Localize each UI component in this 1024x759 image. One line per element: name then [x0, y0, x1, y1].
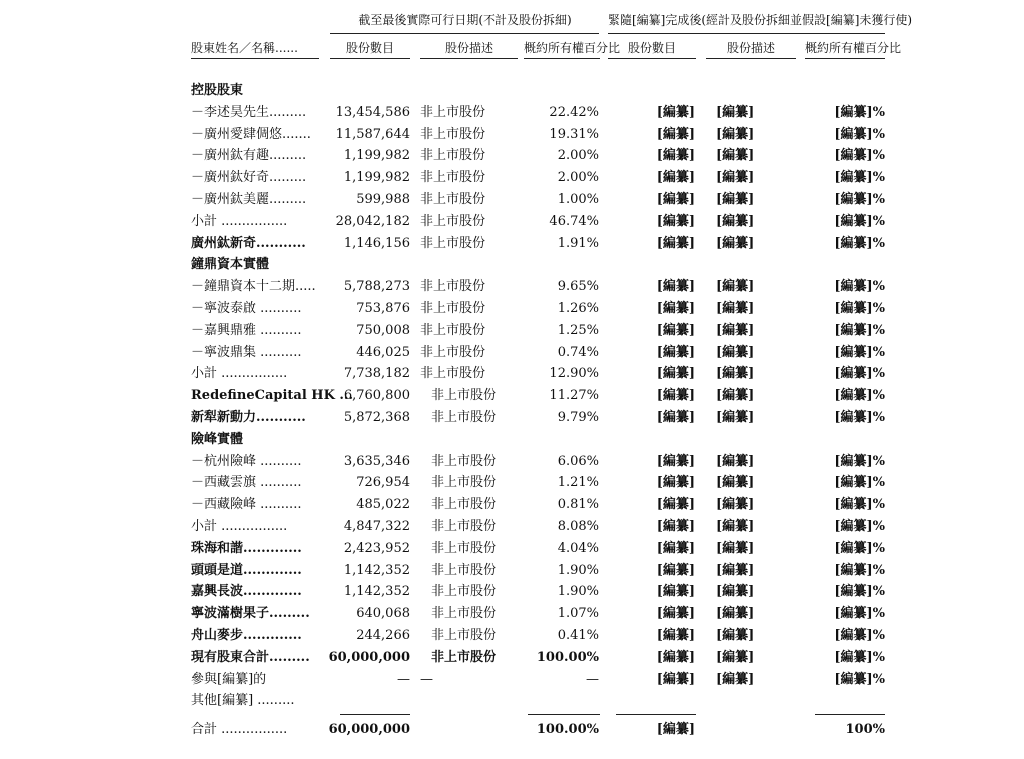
shareholder-name: －鐘鼎資本十二期.....: [191, 279, 316, 295]
post-ownership-percentage: [編纂]%: [834, 104, 885, 120]
post-ownership-percentage: [編纂]%: [834, 628, 885, 643]
table-row: [0, 124, 1024, 146]
shareholder-name: －廣州鈦好奇.........: [191, 170, 307, 186]
ownership-percentage: 9.65%: [557, 279, 599, 295]
share-description: 非上市股份: [420, 104, 486, 120]
shareholder-name: RedefineCapital HK ...: [191, 388, 353, 404]
total-rule-post-shares: [616, 714, 696, 715]
shareholder-name: －廣州鈦有趣.........: [191, 148, 307, 164]
group-header-current: 截至最後實際可行日期(不計及股份拆細): [358, 13, 572, 27]
ownership-percentage: 6.06%: [557, 453, 599, 469]
post-ownership-percentage: [編纂]%: [834, 366, 885, 382]
ownership-percentage: 0.81%: [557, 497, 599, 513]
ownership-percentage: 4.04%: [557, 540, 599, 556]
post-share-count: [編纂]: [656, 301, 695, 316]
ownership-percentage: 8.08%: [557, 519, 599, 534]
column-header-post-pct: 概約所有權百分比: [805, 41, 902, 55]
shareholder-name: 嘉興長波.............: [191, 584, 302, 600]
table-row: [0, 603, 1024, 625]
post-share-count: [編纂]: [656, 497, 695, 513]
table-row: [0, 385, 1024, 407]
post-ownership-percentage: [編纂]%: [834, 562, 885, 578]
header-rule-pct: [524, 58, 600, 59]
share-count: 1,199,982: [343, 148, 410, 164]
post-ownership-percentage: [編纂]%: [834, 497, 885, 513]
ownership-percentage: 0.41%: [557, 628, 599, 643]
total-post-shares: [編纂]: [656, 722, 695, 737]
shareholder-name: 其他[編纂] .........: [191, 693, 295, 709]
share-count: 750,008: [356, 322, 410, 338]
table-row: [0, 494, 1024, 516]
post-ownership-percentage: [編纂]%: [834, 540, 885, 556]
table-row: [0, 451, 1024, 473]
share-count: —: [397, 671, 410, 687]
ownership-percentage: 22.42%: [549, 104, 599, 120]
table-row: [0, 647, 1024, 669]
post-share-description: [編纂]: [716, 606, 755, 622]
table-row: [0, 102, 1024, 124]
table-row: [0, 581, 1024, 603]
share-description: 非上市股份: [420, 235, 486, 251]
post-share-description: [編纂]: [716, 322, 755, 338]
post-share-description: [編纂]: [716, 519, 755, 534]
table-row: [0, 189, 1024, 211]
table-row: [0, 233, 1024, 255]
post-share-count: [編纂]: [656, 671, 695, 687]
ownership-percentage: 2.00%: [557, 170, 599, 186]
post-ownership-percentage: [編纂]%: [834, 322, 885, 338]
post-share-count: [編纂]: [656, 148, 695, 164]
share-description: 非上市股份: [420, 344, 486, 360]
share-count: 13,454,586: [335, 104, 410, 120]
post-share-count: [編纂]: [656, 388, 695, 404]
post-share-description: [編纂]: [716, 126, 755, 142]
table-row: [0, 211, 1024, 233]
post-ownership-percentage: [編纂]%: [834, 519, 885, 534]
share-description: 非上市股份: [431, 475, 497, 491]
share-count: 485,022: [356, 497, 410, 513]
post-share-description: [編纂]: [716, 497, 755, 513]
post-share-description: [編纂]: [716, 148, 755, 164]
table-row: [0, 363, 1024, 385]
shareholder-name: －寧波泰啟 ..........: [191, 301, 302, 316]
table-row: [0, 320, 1024, 342]
column-header-shares: 股份數目: [345, 41, 394, 55]
total-row: [0, 719, 1024, 741]
table-row: [0, 167, 1024, 189]
shareholder-name: 鐘鼎資本實體: [191, 257, 270, 273]
post-share-description: [編纂]: [716, 366, 755, 382]
post-share-description: [編纂]: [716, 453, 755, 469]
shareholder-name: 舟山麥步.............: [191, 628, 302, 643]
shareholder-name: －廣州鈦美麗.........: [191, 192, 307, 207]
table-row: [0, 80, 1024, 102]
table-row: [0, 516, 1024, 538]
ownership-percentage: 1.00%: [557, 192, 599, 207]
shareholder-name: 小計 ................: [191, 213, 288, 229]
shareholder-name: 新犁新動力...........: [191, 410, 306, 425]
share-count: 446,025: [356, 344, 410, 360]
column-header-post-desc: 股份描述: [726, 41, 775, 55]
table-row: [0, 560, 1024, 582]
header-rule-post-desc: [706, 58, 796, 59]
ownership-percentage: 2.00%: [557, 148, 599, 164]
post-share-count: [編纂]: [656, 519, 695, 534]
shareholder-name: －杭州險峰 ..........: [191, 453, 302, 469]
table-row: [0, 145, 1024, 167]
ownership-percentage: 11.27%: [549, 388, 599, 404]
post-share-count: [編纂]: [656, 126, 695, 142]
shareholder-name: －嘉興鼎雅 ..........: [191, 322, 302, 338]
post-share-description: [編纂]: [716, 562, 755, 578]
post-share-description: [編纂]: [716, 410, 755, 425]
share-count: 2,423,952: [343, 540, 410, 556]
share-description: 非上市股份: [431, 540, 497, 556]
share-description: 非上市股份: [420, 148, 486, 164]
group-header-current-rule: [330, 33, 599, 34]
shareholder-name: －西藏雲旗 ..........: [191, 475, 302, 491]
header-rule-post-shares: [608, 58, 696, 59]
post-ownership-percentage: [編纂]%: [834, 192, 885, 207]
share-description: 非上市股份: [431, 519, 497, 534]
share-description: 非上市股份: [420, 126, 486, 142]
total-label: 合計 ................: [191, 722, 288, 737]
table-row: [0, 429, 1024, 451]
column-header-name: 股東姓名／名稱......: [191, 41, 298, 55]
shareholder-name: －李述昊先生.........: [191, 104, 307, 120]
share-description: 非上市股份: [431, 562, 497, 578]
ownership-percentage: 19.31%: [549, 126, 599, 142]
post-ownership-percentage: [編纂]%: [834, 649, 885, 665]
share-count: 753,876: [356, 301, 410, 316]
post-share-count: [編纂]: [656, 192, 695, 207]
share-count: 3,635,346: [343, 453, 410, 469]
post-ownership-percentage: [編纂]%: [834, 213, 885, 229]
post-share-count: [編纂]: [656, 279, 695, 295]
column-header-post-shares: 股份數目: [627, 41, 676, 55]
header-rule-post-pct: [805, 58, 885, 59]
post-ownership-percentage: [編纂]%: [834, 453, 885, 469]
total-rule-pct: [528, 714, 600, 715]
shareholder-name: 控股股東: [191, 83, 244, 98]
post-share-count: [編纂]: [656, 410, 695, 425]
share-count: 599,988: [356, 192, 410, 207]
share-count: 6,760,800: [343, 388, 410, 404]
share-count: 60,000,000: [328, 649, 410, 665]
post-share-description: [編纂]: [716, 671, 755, 687]
share-description: 非上市股份: [420, 213, 486, 229]
ownership-percentage: 0.74%: [557, 344, 599, 360]
group-header-post: 緊隨[編纂]完成後(經計及股份拆細並假設[編纂]未獲行使): [608, 13, 913, 27]
table-row: [0, 669, 1024, 691]
shareholder-name: 珠海和諧.............: [191, 540, 302, 556]
table-row: [0, 407, 1024, 429]
shareholder-name: 參與[編纂]的: [191, 671, 267, 687]
table-row: [0, 538, 1024, 560]
share-count: 1,199,982: [343, 170, 410, 186]
post-ownership-percentage: [編纂]%: [834, 148, 885, 164]
post-share-description: [編纂]: [716, 344, 755, 360]
share-count: 640,068: [356, 606, 410, 622]
post-share-description: [編纂]: [716, 170, 755, 186]
total-post-pct: 100%: [845, 722, 885, 737]
post-ownership-percentage: [編纂]%: [834, 344, 885, 360]
ownership-percentage: 12.90%: [549, 366, 599, 382]
share-count: 1,142,352: [343, 584, 410, 600]
shareholder-name: －西藏險峰 ..........: [191, 497, 302, 513]
share-description: 非上市股份: [420, 192, 486, 207]
share-description: 非上市股份: [431, 410, 497, 425]
post-share-description: [編纂]: [716, 279, 755, 295]
shareholder-name: 現有股東合計.........: [191, 649, 310, 665]
shareholder-name: 寧波滿樹果子.........: [191, 606, 310, 622]
ownership-percentage: 100.00%: [536, 649, 599, 665]
share-description: 非上市股份: [431, 453, 497, 469]
post-share-count: [編纂]: [656, 606, 695, 622]
share-count: 7,738,182: [343, 366, 410, 382]
post-ownership-percentage: [編纂]%: [834, 584, 885, 600]
share-count: 5,872,368: [343, 410, 410, 425]
post-ownership-percentage: [編纂]%: [834, 170, 885, 186]
post-ownership-percentage: [編纂]%: [834, 279, 885, 295]
share-description: —: [420, 671, 433, 687]
share-description: 非上市股份: [420, 366, 486, 382]
table-row: [0, 254, 1024, 276]
post-share-description: [編纂]: [716, 235, 755, 251]
post-share-count: [編纂]: [656, 562, 695, 578]
share-count: 244,266: [356, 628, 410, 643]
post-share-description: [編纂]: [716, 213, 755, 229]
post-share-count: [編纂]: [656, 322, 695, 338]
share-description: 非上市股份: [420, 301, 486, 316]
shareholder-name: 頭頭是道.............: [191, 562, 302, 578]
table-row: [0, 472, 1024, 494]
post-share-description: [編纂]: [716, 388, 755, 404]
share-description: 非上市股份: [431, 497, 497, 513]
share-description: 非上市股份: [420, 279, 486, 295]
column-header-desc: 股份描述: [444, 41, 493, 55]
post-share-count: [編纂]: [656, 584, 695, 600]
table-row: [0, 342, 1024, 364]
ownership-percentage: 1.21%: [557, 475, 599, 491]
share-description: 非上市股份: [431, 649, 497, 665]
post-ownership-percentage: [編纂]%: [834, 126, 885, 142]
ownership-percentage: 1.26%: [557, 301, 599, 316]
share-description: 非上市股份: [431, 606, 497, 622]
ownership-percentage: 1.25%: [557, 322, 599, 338]
post-share-count: [編纂]: [656, 649, 695, 665]
shareholder-name: －廣州愛肆倜悠.......: [191, 126, 311, 142]
post-share-description: [編纂]: [716, 475, 755, 491]
share-count: 4,847,322: [343, 519, 410, 534]
share-count: 1,142,352: [343, 562, 410, 578]
post-share-count: [編纂]: [656, 475, 695, 491]
ownership-percentage: 1.91%: [557, 235, 599, 251]
post-ownership-percentage: [編纂]%: [834, 606, 885, 622]
share-count: 5,788,273: [343, 279, 410, 295]
share-description: 非上市股份: [420, 170, 486, 186]
shareholder-name: －寧波鼎集 ..........: [191, 344, 302, 360]
post-share-description: [編纂]: [716, 301, 755, 316]
post-share-count: [編纂]: [656, 344, 695, 360]
post-ownership-percentage: [編纂]%: [834, 475, 885, 491]
post-share-count: [編纂]: [656, 235, 695, 251]
share-count: 11,587,644: [335, 126, 410, 142]
shareholder-name: 小計 ................: [191, 519, 288, 534]
post-share-description: [編纂]: [716, 628, 755, 643]
post-share-description: [編纂]: [716, 649, 755, 665]
post-share-description: [編纂]: [716, 104, 755, 120]
table-row: [0, 276, 1024, 298]
post-ownership-percentage: [編纂]%: [834, 235, 885, 251]
share-description: 非上市股份: [431, 628, 497, 643]
share-count: 28,042,182: [335, 213, 410, 229]
header-rule-shares: [330, 58, 410, 59]
share-description: 非上市股份: [431, 388, 497, 404]
post-share-count: [編纂]: [656, 366, 695, 382]
total-rule-post-pct: [815, 714, 885, 715]
shareholder-name: 廣州鈦新奇...........: [191, 235, 306, 251]
share-description: 非上市股份: [431, 584, 497, 600]
ownership-percentage: 46.74%: [549, 213, 599, 229]
ownership-percentage: 1.07%: [557, 606, 599, 622]
post-ownership-percentage: [編纂]%: [834, 410, 885, 425]
post-ownership-percentage: [編纂]%: [834, 301, 885, 316]
total-shares: 60,000,000: [328, 722, 410, 737]
share-count: 1,146,156: [343, 235, 410, 251]
group-header-post-rule: [608, 33, 885, 34]
header-rule-name: [191, 58, 319, 59]
shareholder-name: 小計 ................: [191, 366, 288, 382]
post-share-description: [編纂]: [716, 540, 755, 556]
post-share-count: [編纂]: [656, 213, 695, 229]
table-row: [0, 298, 1024, 320]
post-share-description: [編纂]: [716, 192, 755, 207]
post-share-count: [編纂]: [656, 540, 695, 556]
table-row: [0, 625, 1024, 647]
share-description: 非上市股份: [420, 322, 486, 338]
post-share-count: [編纂]: [656, 104, 695, 120]
post-share-count: [編纂]: [656, 628, 695, 643]
post-ownership-percentage: [編纂]%: [834, 388, 885, 404]
column-header-pct: 概約所有權百分比: [524, 41, 621, 55]
table-row: [0, 690, 1024, 712]
ownership-percentage: 9.79%: [557, 410, 599, 425]
ownership-percentage: —: [586, 671, 599, 687]
total-rule-shares: [340, 714, 410, 715]
shareholder-name: 險峰實體: [191, 431, 244, 447]
post-share-count: [編纂]: [656, 453, 695, 469]
share-count: 726,954: [356, 475, 410, 491]
post-ownership-percentage: [編纂]%: [834, 671, 885, 687]
ownership-percentage: 1.90%: [557, 584, 599, 600]
post-share-description: [編纂]: [716, 584, 755, 600]
header-rule-desc: [420, 58, 518, 59]
ownership-percentage: 1.90%: [557, 562, 599, 578]
total-pct: 100.00%: [536, 722, 599, 737]
post-share-count: [編纂]: [656, 170, 695, 186]
